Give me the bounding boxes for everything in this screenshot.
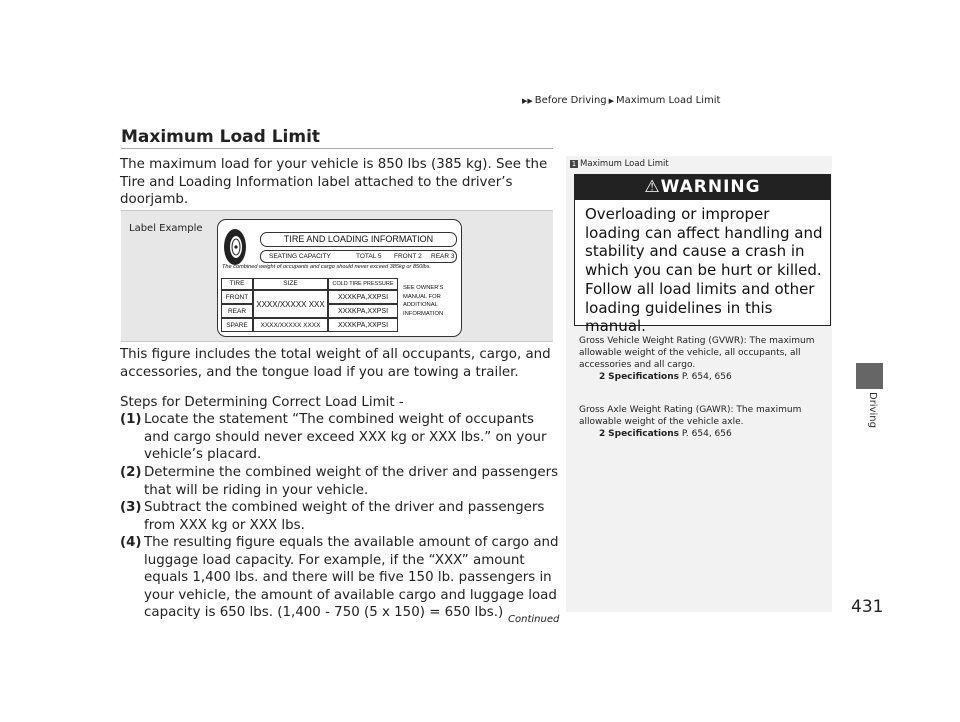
- pressure-rear: XXXKPA,XXPSI: [328, 304, 398, 318]
- label-note: The combined weight of occupants and cargo should never exceed 385kg or 850lbs.: [222, 264, 431, 270]
- specifications-link[interactable]: 2 Specifications P. 654, 656: [599, 429, 732, 439]
- warning-triangle-icon: ⚠: [644, 177, 661, 197]
- tire-icon: [223, 228, 247, 266]
- page-title: Maximum Load Limit: [121, 127, 321, 147]
- step-number: (4): [120, 535, 142, 550]
- page-ref-icon: 2: [599, 429, 606, 439]
- tire-table: [221, 278, 457, 332]
- sidebar-notes: [566, 156, 832, 612]
- step-text: Subtract the combined weight of the driver and passengers from XXX kg or XXX lbs.: [144, 500, 545, 533]
- label-title: TIRE AND LOADING INFORMATION: [260, 232, 457, 247]
- row-spare: SPARE: [221, 318, 253, 332]
- tire-loading-label: [217, 219, 462, 337]
- arrow-icon: ▶: [608, 97, 615, 105]
- page-number: 431: [851, 597, 884, 617]
- header-tire: TIRE: [221, 278, 253, 290]
- title-divider: [121, 148, 553, 149]
- warning-text: Overloading or improper loading can affect handling and stability and cause a crash in which you can be hurt or killed.: [585, 205, 823, 279]
- size-front-rear: XXXX/XXXXX XXX: [253, 290, 328, 318]
- steps-heading: Steps for Determining Correct Load Limit -: [120, 395, 404, 410]
- figure-caption: Label Example: [129, 223, 203, 234]
- gvwr-note: Gross Vehicle Weight Rating (GVWR): The maximum allowable weight of the vehicle, all occupants, all accessories and all cargo. 2 Specifications P. 654, 656: [579, 335, 824, 383]
- step-text: Determine the combined weight of the driver and passengers that will be riding in your vehicle.: [144, 465, 559, 498]
- seating-capacity-row: [260, 250, 457, 263]
- specifications-link[interactable]: 2 Specifications P. 654, 656: [599, 372, 732, 382]
- size-spare: XXXX/XXXXX XXXX: [253, 318, 328, 332]
- owners-manual-note: SEE OWNER'S MANUAL FOR ADDITIONAL INFORMATION: [403, 285, 444, 317]
- pressure-front: XXXKPA,XXPSI: [328, 290, 398, 304]
- breadcrumb: [520, 95, 720, 106]
- step-number: (2): [120, 465, 142, 480]
- step-number: (3): [120, 500, 142, 515]
- gawr-note: Gross Axle Weight Rating (GAWR): The maximum allowable weight of the vehicle axle. 2 Specifications P. 654, 656: [579, 404, 824, 440]
- arrow-icon: ▶▶: [522, 97, 533, 105]
- warning-header: ⚠WARNING: [575, 175, 830, 200]
- chapter-label: Driving: [867, 392, 878, 428]
- step-number: (1): [120, 412, 142, 427]
- seating-capacity: SEATING CAPACITY: [269, 253, 331, 260]
- intro-paragraph: The maximum load for your vehicle is 850 lbs (385 kg). See the Tire and Loading Information label attached to the driver’s doorjamb.: [120, 157, 548, 207]
- breadcrumb-current: Maximum Load Limit: [616, 95, 721, 106]
- breadcrumb-before-driving[interactable]: Before Driving: [534, 95, 607, 106]
- step-text: Locate the statement “The combined weight of occupants and cargo should never exceed XXX kg or XXX lbs.” on your vehicle’s placard.: [144, 412, 547, 462]
- warning-text: Follow all load limits and other loading guidelines in this manual.: [585, 280, 815, 335]
- seating-total: TOTAL 5: [356, 253, 382, 260]
- page-ref-icon: 2: [599, 372, 606, 382]
- header-pressure: COLD TIRE PRESSURE: [328, 278, 398, 290]
- warning-box: [574, 174, 831, 335]
- header-size: SIZE: [253, 278, 328, 290]
- pressure-spare: XXXKPA,XXPSI: [328, 318, 398, 332]
- chapter-tab[interactable]: [856, 363, 883, 389]
- seating-rear: REAR 3: [431, 253, 455, 260]
- step-text: The resulting figure equals the available amount of cargo and luggage load capacity. For example, if the “XXX” amount equals 1,400 lbs. and there will be five 150 lb. passengers in your vehicle, the amount of available cargo and luggage load capacity is 650 lbs. (1,400 - 750 (5 x 150) = 650 lbs.): [144, 535, 559, 620]
- continued-note: Continued: [508, 614, 560, 625]
- seating-front: FRONT 2: [394, 253, 422, 260]
- row-front: FRONT: [221, 290, 253, 304]
- row-rear: REAR: [221, 304, 253, 318]
- label-figure: [121, 210, 553, 342]
- sidebar-title: 1 Maximum Load Limit: [571, 159, 669, 169]
- figure-description: This figure includes the total weight of all occupants, cargo, and accessories, and the tongue load if you are towing a trailer.: [120, 347, 551, 380]
- note-icon: 1: [571, 160, 577, 168]
